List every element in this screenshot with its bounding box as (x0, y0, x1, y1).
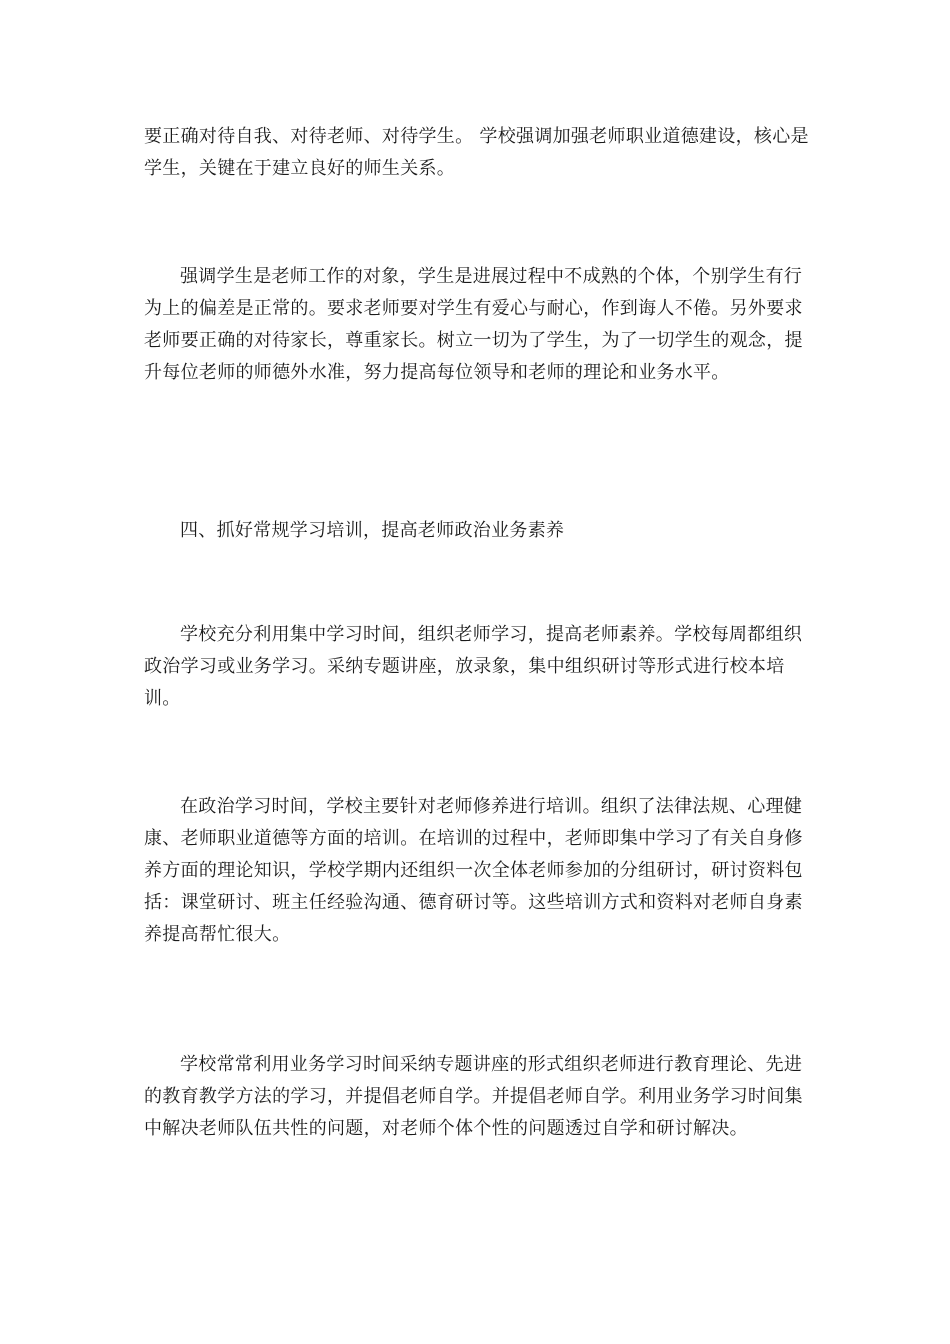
paragraph-4: 在政治学习时间，学校主要针对老师修养进行培训。组织了法律法规、心理健康、老师职业道德等方面的培训。在培训的过程中，老师即集中学习了有关自身修养方面的理论知识，学校学期内还组织一次全体老师参加的分组研讨，研讨资料包括：课堂研讨、班主任经验沟通、德育研讨等。这些培训方式和资料对老师自身素养提高帮忙很大。 (144, 796, 803, 945)
paragraph-2: 强调学生是老师工作的对象，学生是进展过程中不成熟的个体，个别学生有行为上的偏差是正常的。要求老师要对学生有爱心与耐心，作到诲人不倦。另外要求老师要正确的对待家长，尊重家长。树立一切为了学生，为了一切学生的观念，提升每位老师的师德外水准，努力提高每位领导和老师的理论和业务水平。 (144, 266, 803, 383)
section-heading: 四、抓好常规学习培训，提高老师政治业务素养 (180, 520, 565, 541)
paragraph-3: 学校充分利用集中学习时间，组织老师学习，提高老师素养。学校每周都组织政治学习或业务学习。采纳专题讲座，放录象，集中组织研讨等形式进行校本培训。 (144, 624, 803, 709)
paragraph-1: 要正确对待自我、对待老师、对待学生。 学校强调加强老师职业道德建设，核心是学生，关键在于建立良好的师生关系。 (144, 126, 809, 179)
paragraph-5: 学校常常利用业务学习时间采纳专题讲座的形式组织老师进行教育理论、先进的教育教学方法的学习，并提倡老师自学。并提倡老师自学。利用业务学习时间集中解决老师队伍共性的问题，对老师个体个性的问题透过自学和研讨解决。 (144, 1054, 803, 1139)
